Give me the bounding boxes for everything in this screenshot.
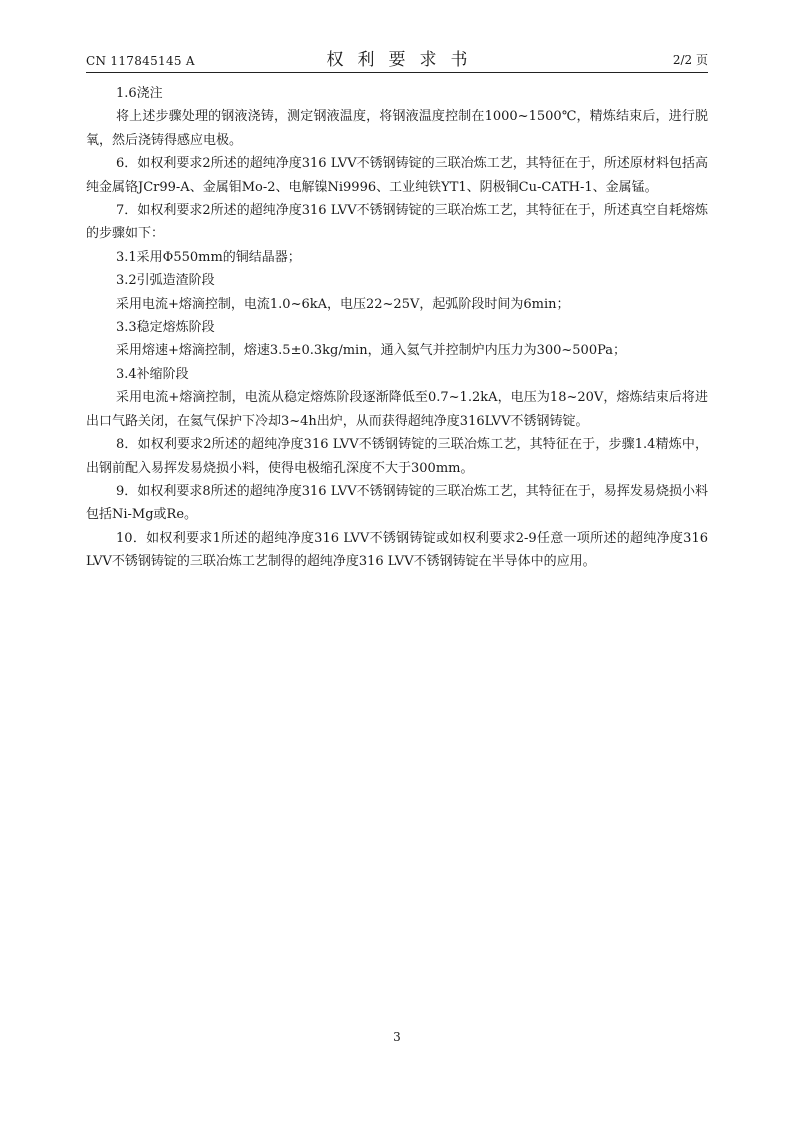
claim-paragraph: 9．如权利要求8所述的超纯净度316 LVV不锈钢铸锭的三联冶炼工艺，其特征在于，易挥发易烧损小料包括Ni-Mg或Re。 [86,483,708,523]
claim-paragraph: 8．如权利要求2所述的超纯净度316 LVV不锈钢铸锭的三联冶炼工艺，其特征在于，步骤1.4精炼中，出钢前配入易挥发易烧损小料，使得电极缩孔深度不大于300mm。 [86,437,708,476]
claim-paragraph: 采用电流+熔滴控制，电流1.0~6kA，电压22~25V，起弧阶段时间为6min； [116,296,570,312]
document-title: 权利要求书 [326,50,482,70]
page-header [86,46,708,72]
claim-paragraph: 3.1采用Φ550mm的铜结晶器； [116,249,301,265]
header-divider [86,72,708,73]
claim-paragraph: 7．如权利要求2所述的超纯净度316 LVV不锈钢铸锭的三联冶炼工艺，其特征在于，所述真空自耗熔炼的步骤如下： [86,203,708,242]
claim-paragraph: 采用熔速+熔滴控制，熔速3.5±0.3kg/min，通入氦气并控制炉内压力为300~500Pa； [116,343,627,359]
claim-paragraph: 6．如权利要求2所述的超纯净度316 LVV不锈钢铸锭的三联冶炼工艺，其特征在于，所述原材料包括高纯金属铬JCr99-A、金属钼Mo-2、电解镍Ni9996、工业纯铁YT1、阴极铜Cu-CATH-1、金属锰。 [86,156,708,195]
claim-paragraph: 1.6浇注 [116,86,163,101]
publication-number: CN 117845145 A [86,54,195,68]
claim-paragraph: 将上述步骤处理的钢液浇铸，测定钢液温度，将钢液温度控制在1000~1500℃，精炼结束后，进行脱氧，然后浇铸得感应电极。 [86,109,708,148]
claim-paragraph: 采用电流+熔滴控制，电流从稳定熔炼阶段逐渐降低至0.7~1.2kA，电压为18~20V，熔炼结束后将进出口气路关闭，在氦气保护下冷却3~4h出炉，从而获得超纯净度316LVV不锈钢铸锭。 [86,390,708,429]
page-of-indicator: 2/2 页 [672,53,708,67]
claim-paragraph: 3.3稳定熔炼阶段 [116,320,215,336]
claim-paragraph: 10．如权利要求1所述的超纯净度316 LVV不锈钢铸锭或如权利要求2-9任意一项所述的超纯净度316 LVV不锈钢铸锭的三联冶炼工艺制得的超纯净度316 LVV不锈钢铸锭在半导体中的应用。 [86,530,708,570]
page-number: 3 [393,1030,401,1044]
claims-body [86,82,708,574]
claim-paragraph: 3.2引弧造渣阶段 [116,273,215,289]
claim-paragraph: 3.4补缩阶段 [116,366,189,382]
